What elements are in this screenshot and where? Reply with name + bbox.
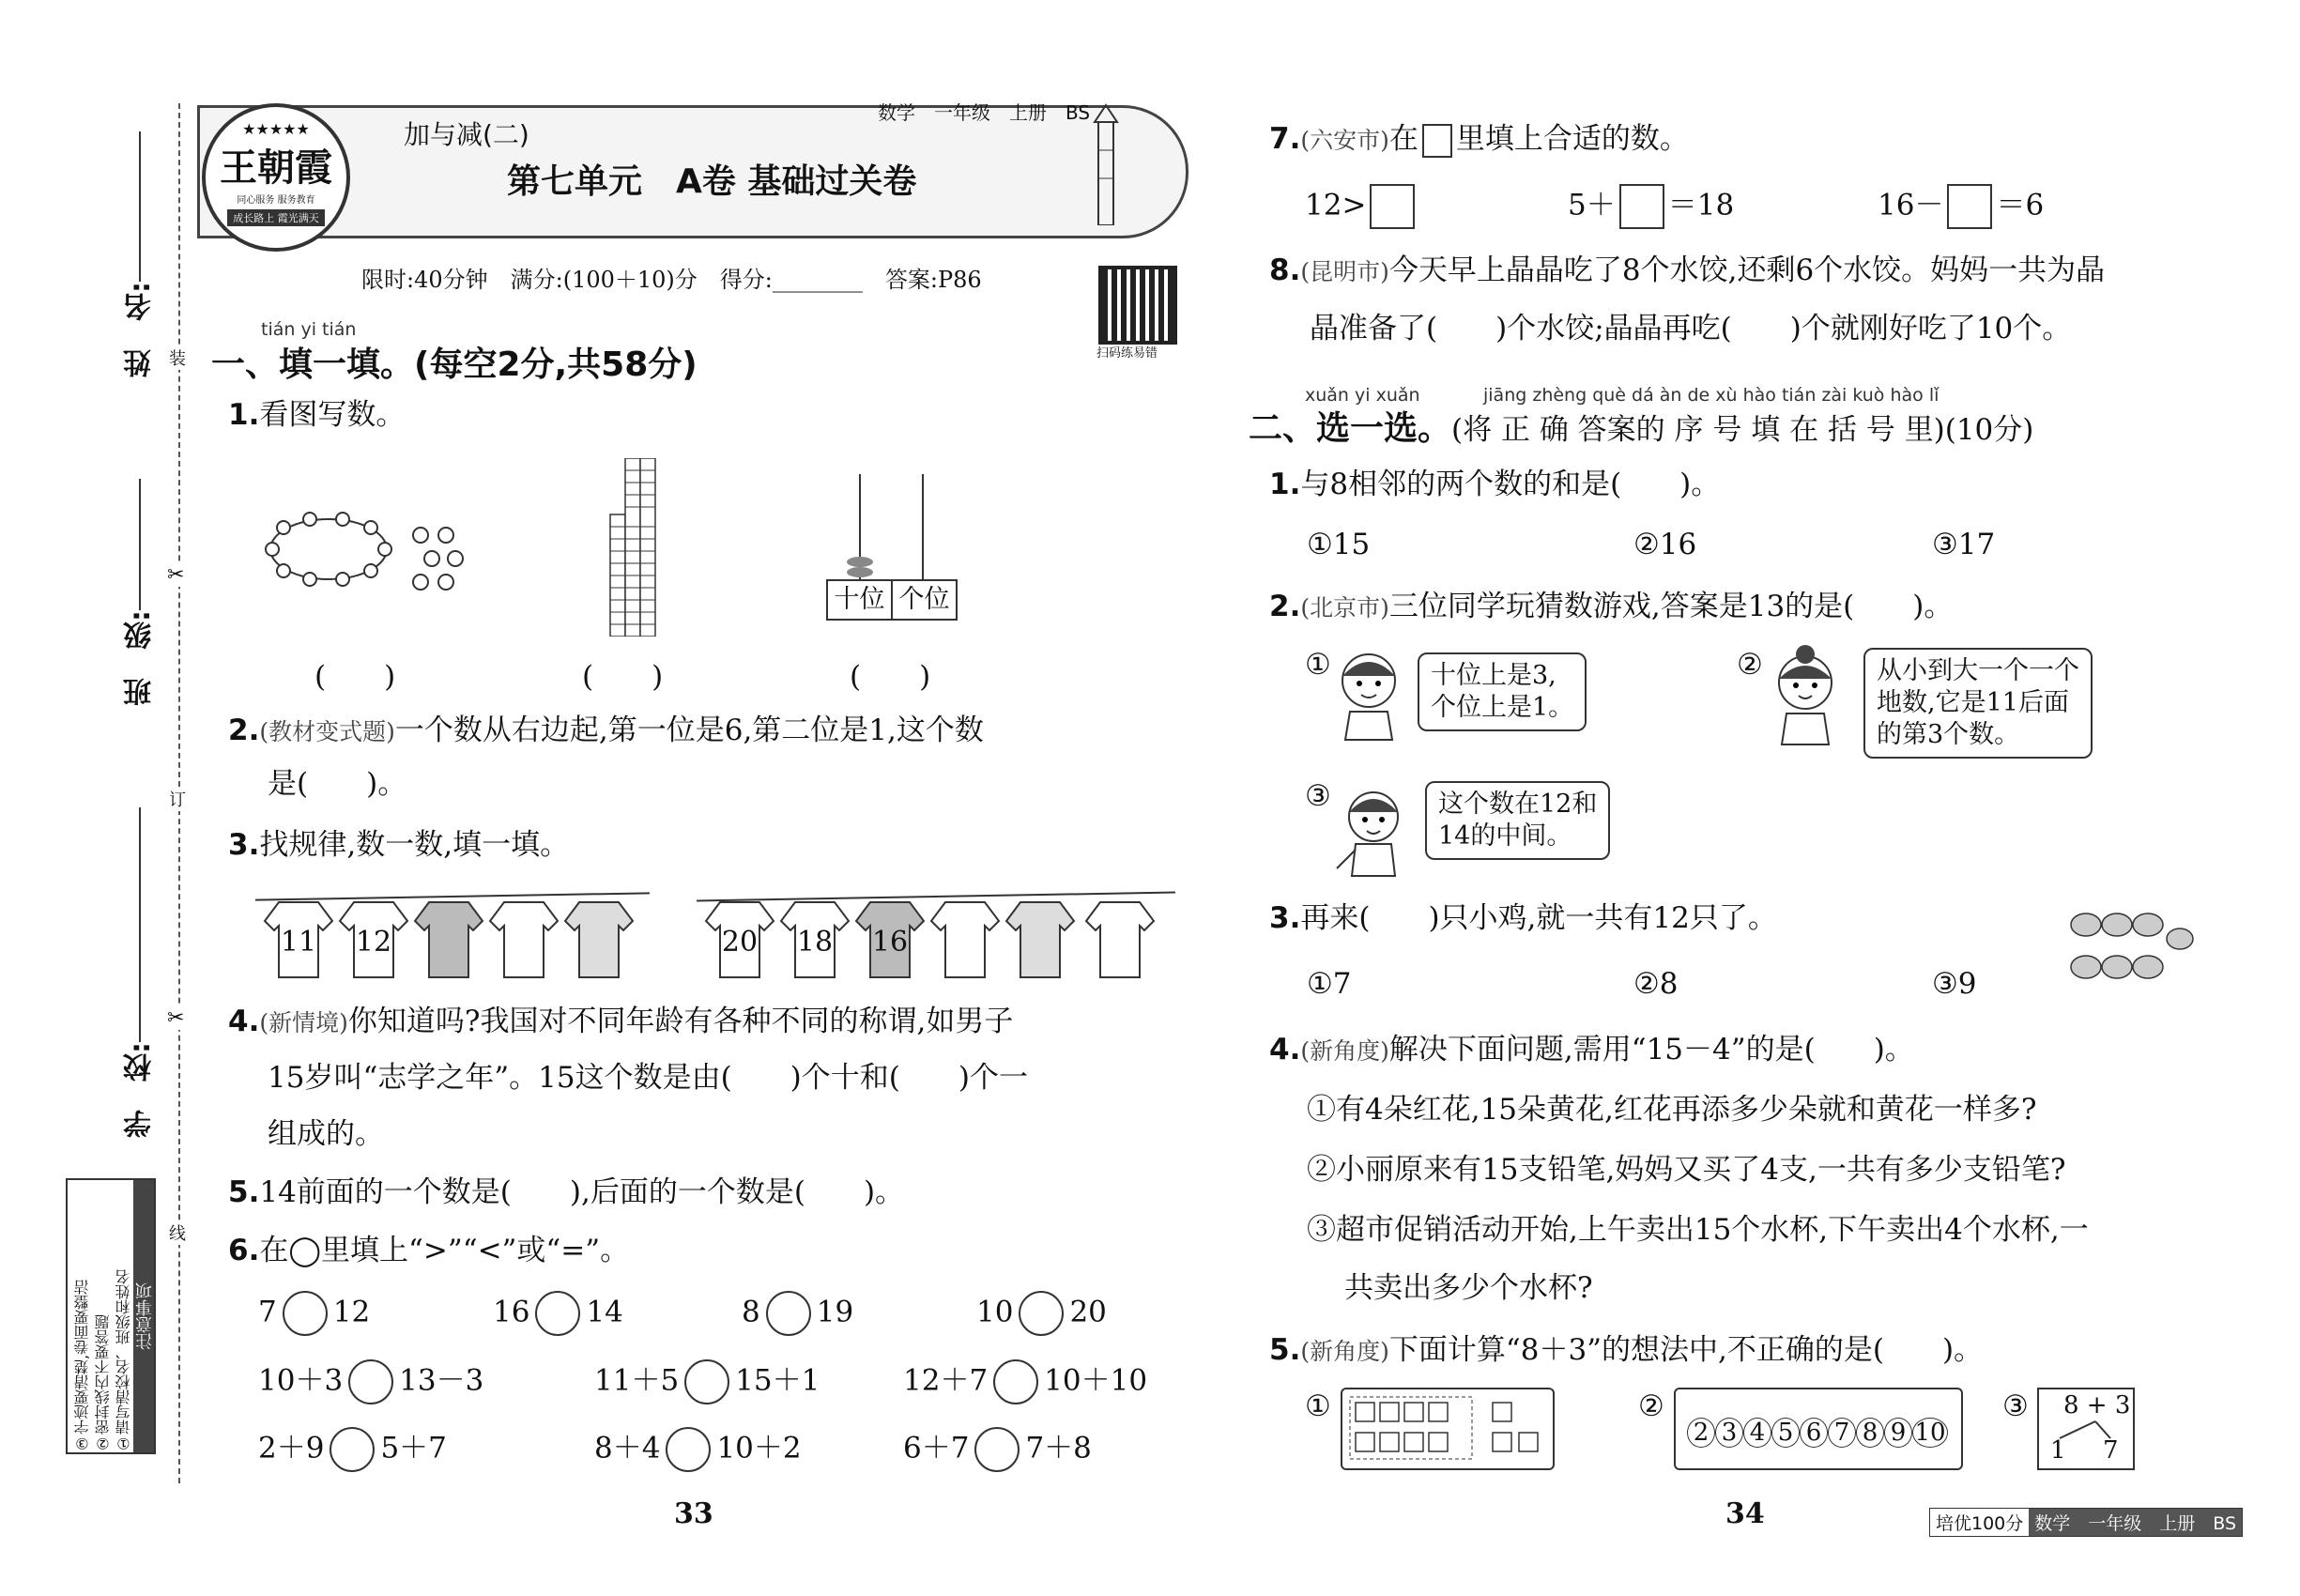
speech-bubble: 十位上是3, 个位上是1。 bbox=[1418, 652, 1587, 731]
seq-number: 5 bbox=[1771, 1418, 1800, 1448]
compare-item: 2＋9 5＋7 bbox=[258, 1427, 447, 1472]
qr-code bbox=[1098, 266, 1177, 345]
seq-number: 9 bbox=[1884, 1418, 1912, 1448]
fill-item: 12> bbox=[1305, 184, 1418, 229]
choice-marker[interactable]: ① bbox=[1305, 648, 1331, 682]
shirt-number: 11 bbox=[280, 926, 317, 959]
cube-stack-picture bbox=[601, 458, 676, 640]
lighthouse-icon bbox=[1089, 103, 1123, 225]
q3: 3.找规律,数一数,填一填。 bbox=[228, 828, 570, 862]
split-expr: 8 + 3 bbox=[2063, 1391, 2131, 1420]
compare-circle[interactable] bbox=[666, 1427, 711, 1472]
note-item: ①请写清校名、班级和姓名 bbox=[115, 1269, 132, 1452]
ten-frame-picture bbox=[1341, 1388, 1555, 1470]
sample-box-icon bbox=[1422, 124, 1452, 158]
place-tens-label: 十位 bbox=[828, 581, 893, 619]
shirt-number: 12 bbox=[355, 926, 392, 959]
seq-number: 6 bbox=[1800, 1418, 1828, 1448]
option[interactable]: ①有4朵红花,15朵黄花,红花再添多少朵就和黄花一样多? bbox=[1307, 1093, 2037, 1127]
note-item: ②密封线内不要答题 bbox=[94, 1314, 112, 1452]
choice-marker[interactable]: ③ bbox=[1305, 779, 1331, 813]
split-part: 7 bbox=[2103, 1436, 2119, 1465]
compare-circle[interactable] bbox=[283, 1291, 328, 1336]
clothesline-a bbox=[255, 884, 650, 988]
seq-number: 2 bbox=[1687, 1418, 1715, 1448]
note-item: ③字迹要清楚,卷面要整洁 bbox=[73, 1279, 91, 1452]
compare-item: 8 19 bbox=[742, 1291, 853, 1336]
seq-number: 3 bbox=[1715, 1418, 1743, 1448]
s2-q5: 5.(新角度)下面计算“8＋3”的想法中,不正确的是( )。 bbox=[1269, 1333, 1984, 1367]
s2-q2: 2.(北京市)三位同学玩猜数游戏,答案是13的是( )。 bbox=[1269, 590, 1954, 623]
notes-box bbox=[66, 1178, 156, 1454]
compare-item: 12＋7 10＋10 bbox=[903, 1359, 1147, 1404]
s2-q4: 4.(新角度)解决下面问题,需用“15－4”的是( )。 bbox=[1269, 1033, 1914, 1067]
fill-item: 16－ ＝6 bbox=[1878, 184, 2044, 229]
option[interactable]: ②16 bbox=[1633, 528, 1697, 561]
scissor-icon: ✂ bbox=[167, 1006, 185, 1030]
section1-title: 一、填一填。(每空2分,共58分) bbox=[211, 345, 698, 384]
seq-number: 10 bbox=[1912, 1418, 1948, 1448]
shirt bbox=[776, 898, 853, 980]
option-cont: 共卖出多少个水杯? bbox=[1344, 1271, 1593, 1305]
boy-avatar bbox=[1331, 784, 1416, 882]
section2-pinyin: xuǎn yi xuǎn bbox=[1305, 385, 1420, 406]
compare-item: 10 20 bbox=[976, 1291, 1107, 1336]
compare-circle[interactable] bbox=[974, 1427, 1020, 1472]
fill-item: 5＋ ＝18 bbox=[1568, 184, 1734, 229]
section2-pinyin: jiāng zhèng què dá àn de xù hào tián zài kuò hào lǐ bbox=[1483, 385, 1940, 406]
shirt bbox=[1081, 898, 1158, 980]
school-line bbox=[139, 807, 141, 1042]
page-title: 第七单元 A卷 基础过关卷 bbox=[507, 162, 917, 201]
compare-circle[interactable] bbox=[330, 1427, 375, 1472]
speech-bubble: 这个数在12和 14的中间。 bbox=[1425, 781, 1610, 860]
cut-mark-2: 订 bbox=[169, 787, 186, 811]
compare-item: 11＋5 15＋1 bbox=[594, 1359, 820, 1404]
footer-meta: 数学 一年级 上册 BS bbox=[2029, 1509, 2242, 1536]
place-ones-label: 个位 bbox=[898, 585, 950, 614]
q8-line2: 晶准备了( )个水饺;晶晶再吃( )个就刚好吃了10个。 bbox=[1310, 312, 2072, 345]
option[interactable]: ③17 bbox=[1932, 528, 1996, 561]
fill-box[interactable] bbox=[1947, 184, 1992, 229]
section1-pinyin: tián yi tián bbox=[261, 319, 357, 340]
shirt bbox=[260, 898, 337, 980]
shirt bbox=[701, 898, 778, 980]
book-meta: 数学 一年级 上册 BS bbox=[878, 101, 1091, 124]
choice-marker[interactable]: ② bbox=[1638, 1389, 1664, 1423]
footer-badge bbox=[1929, 1508, 2243, 1537]
chicks-picture bbox=[2065, 901, 2197, 999]
qr-caption: 扫码练易错 bbox=[1096, 346, 1158, 361]
compare-circle[interactable] bbox=[535, 1291, 580, 1336]
shirt bbox=[1002, 898, 1079, 980]
abacus-rod-ones bbox=[922, 474, 924, 579]
compare-item: 10＋3 13－3 bbox=[258, 1359, 483, 1404]
brand-logo bbox=[202, 103, 350, 252]
compare-circle[interactable] bbox=[348, 1359, 393, 1404]
cut-mark-1: 装 bbox=[169, 345, 186, 370]
q1-answer-blank[interactable]: ( ) bbox=[314, 660, 396, 694]
split-diagram bbox=[2037, 1388, 2135, 1470]
s2-q3: 3.再来( )只小鸡,就一共有12只了。 bbox=[1269, 901, 1777, 935]
q4: 4.(新情境)你知道吗?我国对不同年龄有各种不同的称谓,如男子 bbox=[228, 1005, 1014, 1038]
q4-line3: 组成的。 bbox=[268, 1117, 384, 1151]
abacus-base bbox=[826, 579, 958, 621]
option[interactable]: ①15 bbox=[1307, 528, 1371, 561]
cut-mark-3: 线 bbox=[169, 1220, 186, 1245]
q1: 1.看图写数。 bbox=[228, 398, 406, 432]
bead-picture bbox=[263, 507, 479, 614]
footer-series: 培优100分 bbox=[1936, 1513, 2024, 1534]
girl-avatar bbox=[1763, 643, 1848, 750]
shirt-number: 20 bbox=[721, 926, 759, 959]
test-info: 限时:40分钟 满分:(100＋10)分 得分:________ 答案:P86 bbox=[361, 267, 982, 293]
s2-q1: 1.与8相邻的两个数的和是( )。 bbox=[1269, 468, 1721, 501]
scissor-icon: ✂ bbox=[167, 563, 185, 587]
speech-bubble: 从小到大一个一个 地数,它是11后面 的第3个数。 bbox=[1863, 648, 2093, 759]
shirt bbox=[560, 898, 637, 980]
abacus-bead bbox=[847, 557, 873, 567]
shirt bbox=[335, 898, 412, 980]
shirt bbox=[410, 898, 487, 980]
number-caterpillar bbox=[1674, 1388, 1963, 1470]
compare-circle[interactable] bbox=[1019, 1291, 1064, 1336]
shirt bbox=[927, 898, 1004, 980]
option[interactable]: ①7 bbox=[1307, 967, 1352, 1001]
q6: 6.在◯里填上“>”“<”或“=”。 bbox=[228, 1234, 630, 1267]
option[interactable]: ③9 bbox=[1932, 967, 1977, 1001]
seq-number: 7 bbox=[1828, 1418, 1856, 1448]
split-part: 1 bbox=[2050, 1436, 2066, 1465]
school-label: 学 校: bbox=[124, 1042, 157, 1138]
choice-marker[interactable]: ② bbox=[1737, 648, 1763, 682]
name-line bbox=[139, 131, 141, 282]
compare-circle[interactable] bbox=[766, 1291, 811, 1336]
compare-item: 6＋7 7＋8 bbox=[903, 1427, 1092, 1472]
option[interactable]: ③超市促销活动开始,上午卖出15个水杯,下午卖出4个水杯,一 bbox=[1307, 1213, 2089, 1247]
compare-item: 16 14 bbox=[493, 1291, 623, 1336]
class-label: 班 级: bbox=[124, 610, 157, 706]
abacus-picture bbox=[826, 474, 958, 620]
class-line bbox=[139, 479, 141, 610]
name-label: 姓 名: bbox=[124, 282, 157, 377]
brand-ribbon: 成长路上 霞光满天 bbox=[227, 209, 325, 226]
q2: 2.(教材变式题)一个数从右边起,第一位是6,第二位是1,这个数 bbox=[228, 714, 984, 747]
clothesline-b bbox=[697, 884, 1175, 988]
q1-answer-blank[interactable]: ( ) bbox=[850, 660, 931, 694]
abacus-bead bbox=[847, 567, 873, 577]
option[interactable]: ②8 bbox=[1633, 967, 1679, 1001]
boy-avatar bbox=[1331, 648, 1406, 745]
seq-number: 8 bbox=[1856, 1418, 1884, 1448]
compare-circle[interactable] bbox=[684, 1359, 729, 1404]
compare-circle[interactable] bbox=[993, 1359, 1038, 1404]
q2-line2: 是( )。 bbox=[268, 767, 407, 801]
lesson-name: 加与减(二) bbox=[404, 119, 529, 150]
page-number-left: 33 bbox=[674, 1497, 713, 1530]
shirt bbox=[851, 898, 928, 980]
brand-stars: ★★★★★ bbox=[242, 119, 310, 138]
shirt bbox=[485, 898, 562, 980]
q8: 8.(昆明市)今天早上晶晶吃了8个水饺,还剩6个水饺。妈妈一共为晶 bbox=[1269, 253, 2106, 287]
shirt-number: 18 bbox=[796, 926, 834, 959]
option[interactable]: ②小丽原来有15支铅笔,妈妈又买了4支,一共有多少支铅笔? bbox=[1307, 1153, 2066, 1187]
q4-line2: 15岁叫“志学之年”。15这个数是由( )个十和( )个一 bbox=[268, 1061, 1028, 1095]
seq-number: 4 bbox=[1743, 1418, 1771, 1448]
compare-item: 7 12 bbox=[258, 1291, 370, 1336]
brand-tag: 同心服务 服务教育 bbox=[237, 194, 315, 206]
fill-box[interactable] bbox=[1370, 184, 1415, 229]
brand-name: 王朝霞 bbox=[220, 145, 332, 190]
notes-title: 注意事项 bbox=[133, 1180, 154, 1452]
fill-box[interactable] bbox=[1619, 184, 1664, 229]
section2-title: 二、选一选。(将 正 确 答案的 序 号 填 在 括 号 里)(10分) bbox=[1249, 409, 2034, 448]
q7: 7.(六安市)在 里填上合适的数。 bbox=[1269, 122, 1689, 156]
page-number-right: 34 bbox=[1725, 1497, 1765, 1530]
q1-answer-blank[interactable]: ( ) bbox=[582, 660, 664, 694]
compare-item: 8＋4 10＋2 bbox=[594, 1427, 802, 1472]
q5: 5.14前面的一个数是( ),后面的一个数是( )。 bbox=[228, 1175, 905, 1209]
shirt-number: 16 bbox=[871, 926, 909, 959]
choice-marker[interactable]: ① bbox=[1305, 1389, 1331, 1423]
choice-marker[interactable]: ③ bbox=[2002, 1389, 2029, 1423]
